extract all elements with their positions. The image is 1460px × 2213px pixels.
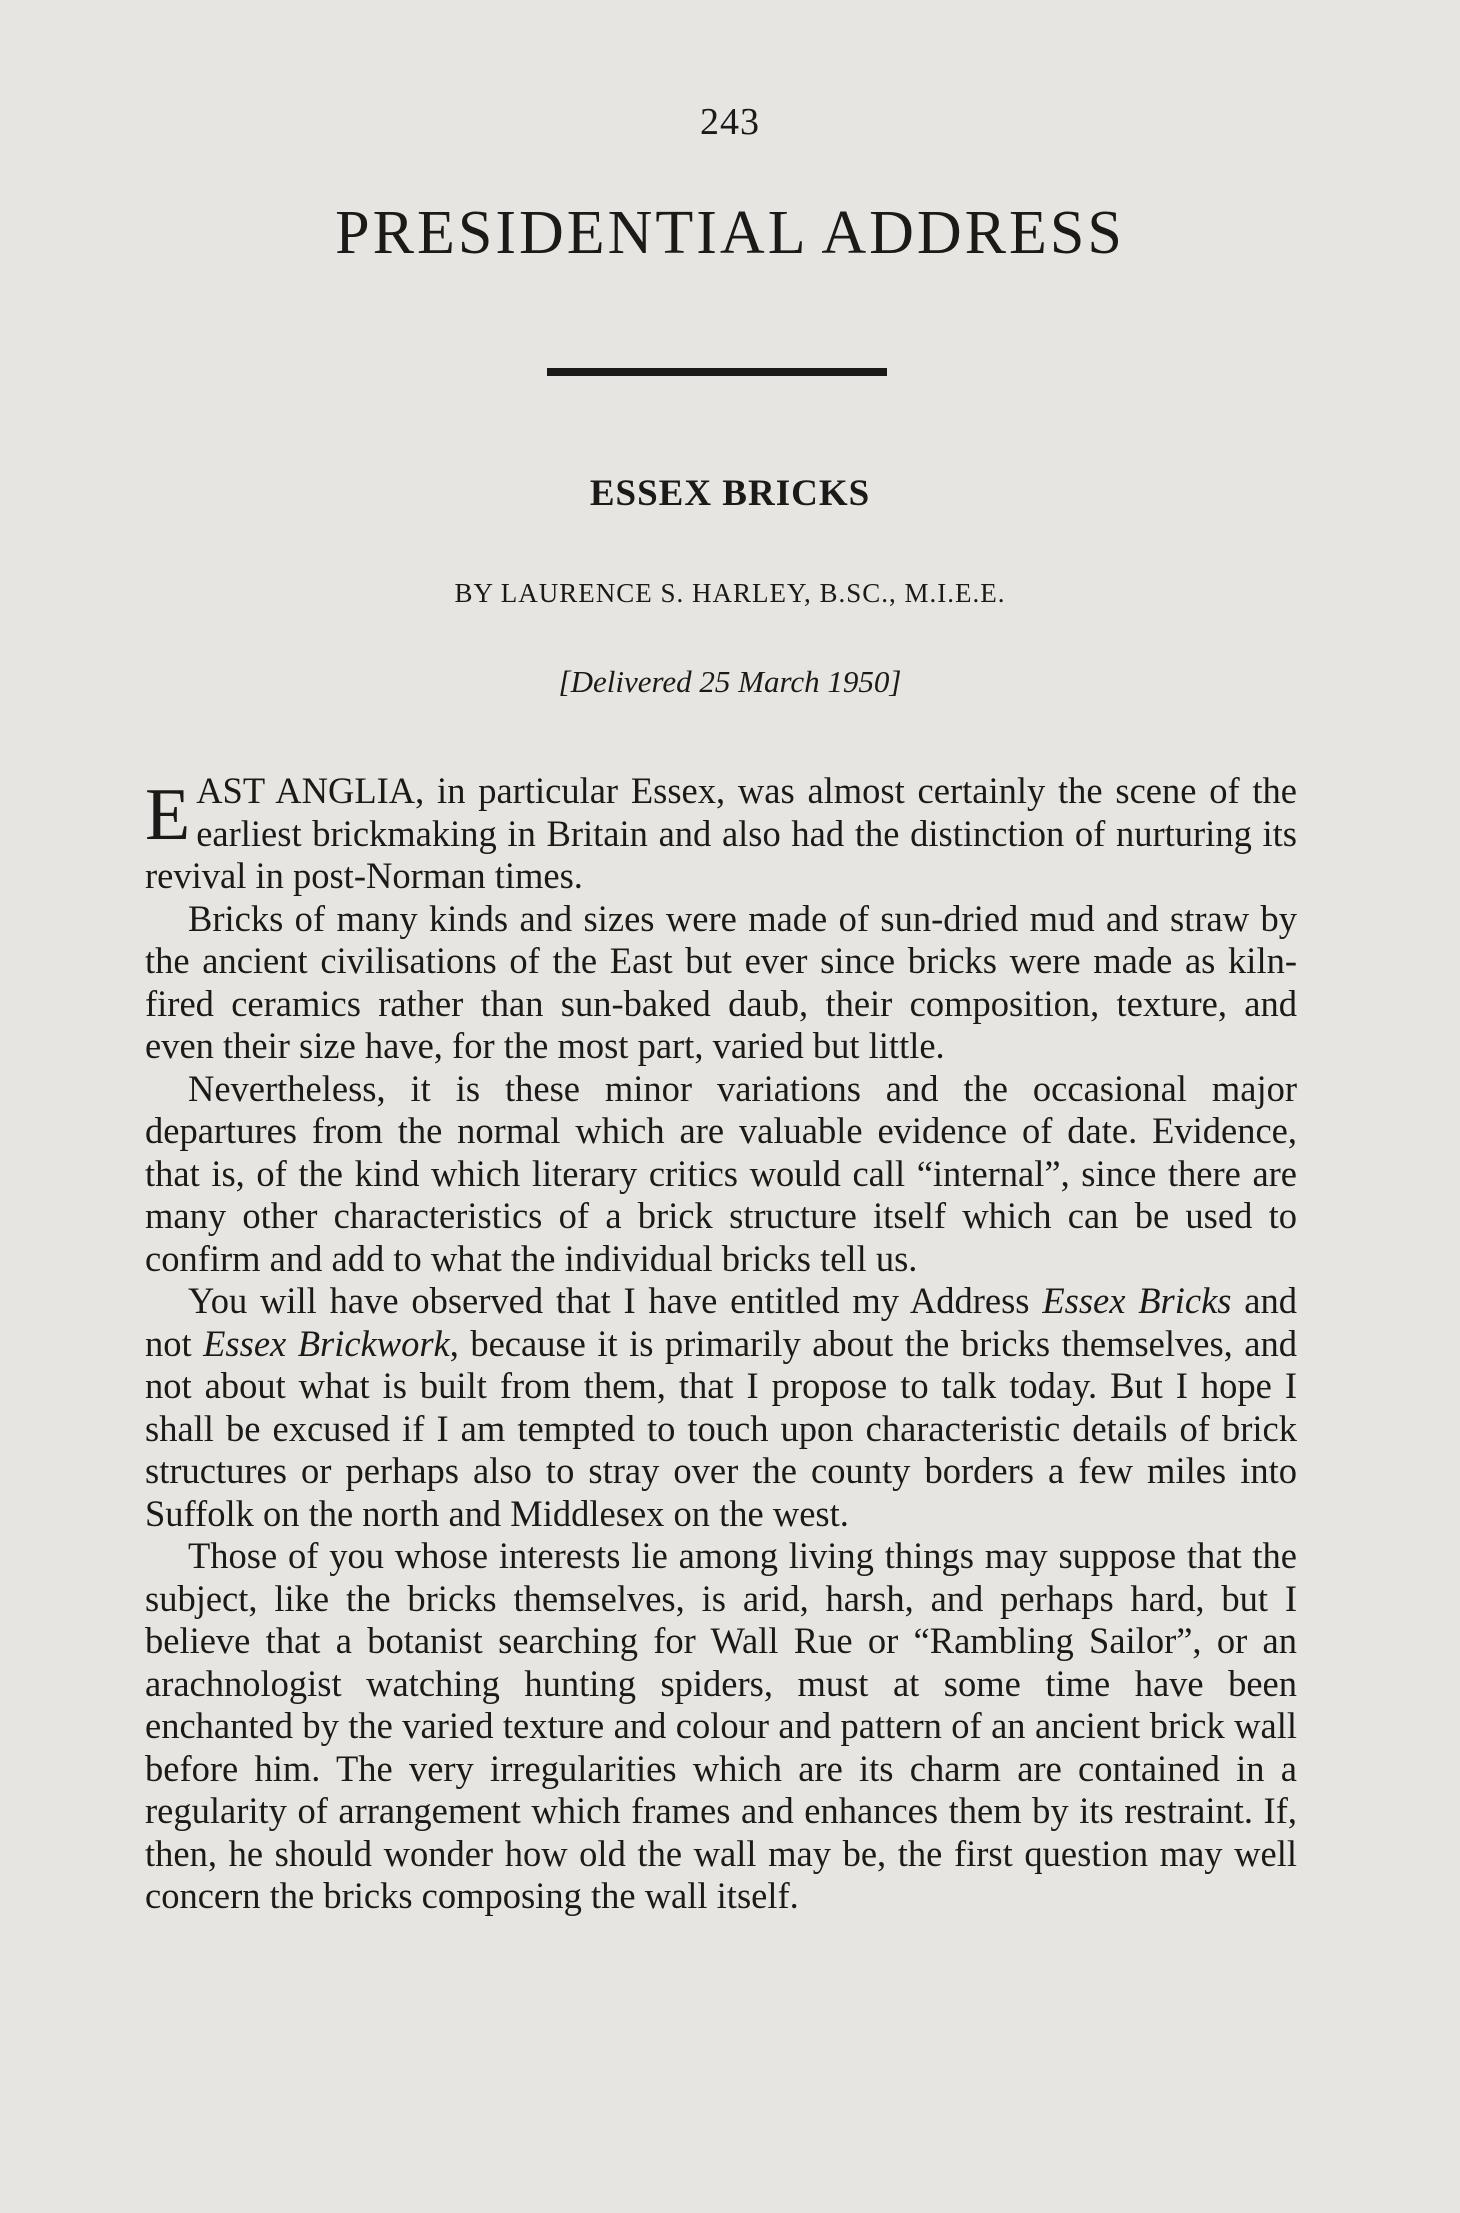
paragraph-2: Bricks of many kinds and sizes were made of sun-dried mud and straw by the ancient civilisations of the East but ever since bricks were made as kiln-fired ceramics rather than sun-baked daub, their composition, texture, and even their size have, for the most part, varied but little.	[145, 897, 1297, 1066]
paragraph-4-text-a: You will have observed that I have entitled my Address	[188, 1280, 1043, 1321]
paragraph-1-text: AST ANGLIA, in particular Essex, was almost certainly the scene of the earliest brickmaking in Britain and also had the distinction of nurturing its revival in post-Norman times.	[145, 770, 1297, 896]
paragraph-4	[145, 1280, 1297, 1535]
paragraph-5: Those of you whose interests lie among living things may suppose that the subject, like the bricks themselves, is arid, harsh, and perhaps hard, but I believe that a botanist searching for Wall Rue or “Rambling Sailor”, or an arachnologist watching hunting spiders, must at some time have been enchanted by the varied texture and colour and pattern of an ancient brick wall before him. The very irregularities which are its charm are contained in a regularity of arrangement which frames and enhances them by its restraint. If, then, he should wonder how old the wall may be, the first question may well concern the bricks composing the wall itself.	[145, 1535, 1297, 1916]
paragraph-3: Nevertheless, it is these minor variations and the occasional major departures from the normal which are valuable evidence of date. Evidence, that is, of the kind which literary critics would call “internal”, since there are many other characteristics of a brick structure itself which can be used to confirm and add to what the individual bricks tell us.	[145, 1067, 1297, 1279]
paragraph-4-text-c: , because it is primarily about the bricks themselves, and not about what is built from them, that I propose to talk today. But I hope I shall be excused if I am tempted to touch upon characteristic details of brick structures or perhaps also to stray over the county borders a few miles into Suffolk on the north and Middlesex on the west.	[145, 1322, 1297, 1534]
drop-cap: E	[145, 774, 191, 856]
page-number: 243	[700, 101, 760, 143]
section-heading: PRESIDENTIAL ADDRESS	[335, 199, 1125, 267]
article-title: ESSEX BRICKS	[589, 473, 871, 514]
heading-rule	[547, 368, 887, 376]
delivered-date: [Delivered 25 March 1950]	[558, 664, 902, 699]
paragraph-4-italic-essex-bricks: Essex Bricks	[1042, 1280, 1232, 1321]
paragraph-1	[145, 770, 1297, 898]
article-body	[145, 770, 1297, 1918]
paragraph-4-italic-essex-brickwork: Essex Brickwork	[203, 1322, 450, 1364]
paragraph-4-text-b: and not	[145, 1280, 1298, 1364]
author-byline: BY LAURENCE S. HARLEY, B.SC., M.I.E.E.	[454, 578, 1006, 608]
